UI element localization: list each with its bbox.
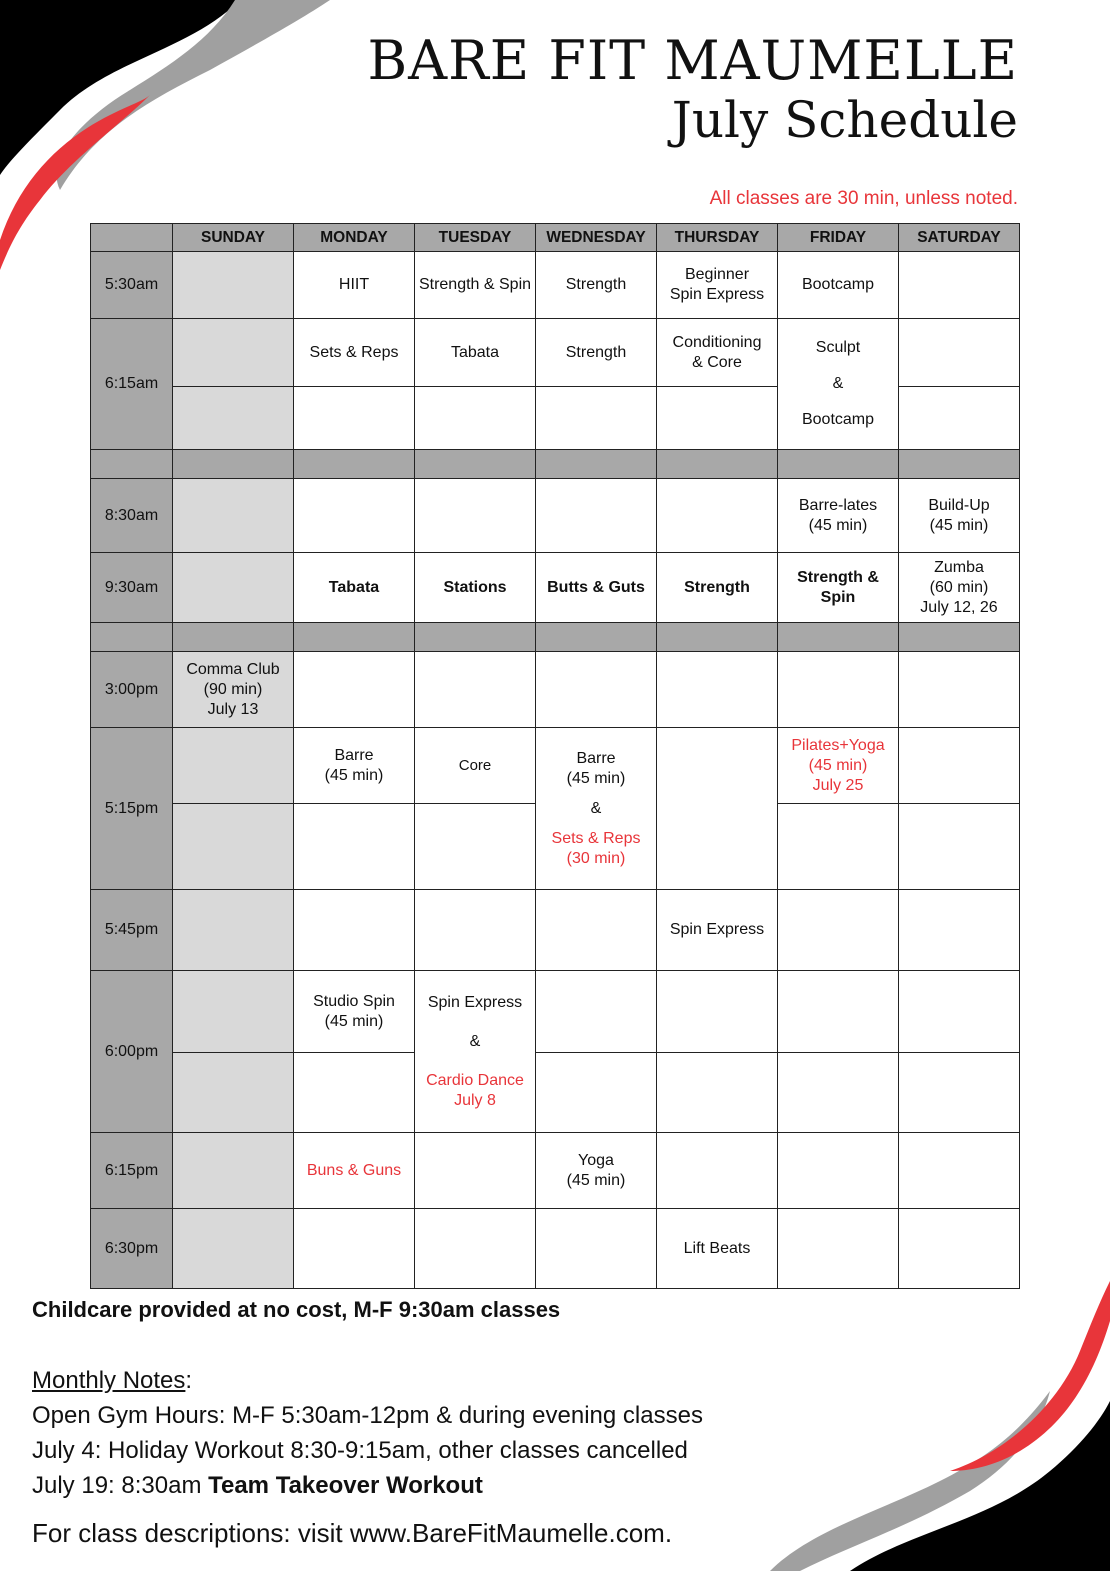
- separator-cell: [294, 623, 415, 652]
- page-title: BARE FIT MAUMELLE: [367, 29, 1018, 92]
- class-line: Pilates+Yoga: [791, 736, 885, 754]
- class-line: Barre: [334, 746, 374, 764]
- class-cell: [173, 728, 294, 804]
- day-header-monday: MONDAY: [294, 224, 415, 252]
- class-line: Comma Club: [186, 660, 280, 678]
- table-row: [91, 1209, 1020, 1289]
- separator-row: [91, 450, 1020, 479]
- class-line: (45 min): [808, 756, 868, 774]
- class-cell: [778, 890, 899, 971]
- class-cell: [536, 652, 657, 728]
- class-cell: [294, 804, 415, 890]
- monthly-note-2: July 4: Holiday Workout 8:30-9:15am, other classes cancelled: [32, 1437, 688, 1464]
- class-cell: [899, 479, 1020, 553]
- class-cell: [899, 728, 1020, 804]
- monthly-note-3-bold: Team Takeover Workout: [208, 1472, 483, 1499]
- class-cell: Tabata: [415, 319, 536, 387]
- time-cell: 6:15pm: [91, 1133, 173, 1209]
- class-cell: [415, 804, 536, 890]
- class-cell: [294, 1053, 415, 1133]
- day-header-thursday: THURSDAY: [657, 224, 778, 252]
- class-line: (45 min): [566, 1171, 626, 1189]
- class-cell: Lift Beats: [657, 1209, 778, 1289]
- class-cell: [415, 387, 536, 450]
- class-cell: [536, 387, 657, 450]
- class-cell: [294, 1209, 415, 1289]
- class-cell: [415, 971, 536, 1133]
- class-line: & Core: [692, 353, 742, 371]
- schedule-table: [90, 223, 1020, 1289]
- time-cell: 5:45pm: [91, 890, 173, 971]
- class-line: July 13: [207, 700, 259, 718]
- class-cell: [536, 1053, 657, 1133]
- table-row: [91, 479, 1020, 553]
- class-line: Barre: [576, 749, 616, 767]
- class-cell: [657, 971, 778, 1053]
- class-cell: [173, 319, 294, 387]
- class-cell: [899, 553, 1020, 623]
- class-cell: Sets & Reps: [294, 319, 415, 387]
- class-line: (30 min): [566, 849, 626, 867]
- separator-cell: [91, 623, 173, 652]
- class-cell: Core: [415, 728, 536, 804]
- decorative-swoosh-bottom-right: [770, 1281, 1110, 1571]
- class-cell: Bootcamp: [778, 252, 899, 319]
- class-cell: [173, 1053, 294, 1133]
- class-line: Cardio Dance: [426, 1071, 524, 1089]
- separator-cell: [899, 450, 1020, 479]
- class-cell: [294, 890, 415, 971]
- class-cell: [899, 252, 1020, 319]
- class-line: Bootcamp: [801, 411, 875, 428]
- class-cell: [899, 319, 1020, 387]
- separator-cell: [536, 450, 657, 479]
- class-cell: [536, 890, 657, 971]
- class-cell: [657, 1133, 778, 1209]
- class-line: Conditioning: [672, 333, 762, 351]
- duration-note: All classes are 30 min, unless noted.: [709, 188, 1018, 209]
- class-line: (45 min): [808, 516, 868, 534]
- class-cell: Strength: [536, 252, 657, 319]
- class-cell: [778, 652, 899, 728]
- class-cell: Strength: [536, 319, 657, 387]
- header: [367, 30, 1018, 148]
- table-row: [91, 652, 1020, 728]
- class-cell: [536, 1209, 657, 1289]
- table-row: [91, 890, 1020, 971]
- childcare-note: Childcare provided at no cost, M-F 9:30am classes: [32, 1297, 561, 1322]
- class-cell: Tabata: [294, 553, 415, 623]
- class-amp: &: [469, 1032, 481, 1050]
- class-cell: [778, 804, 899, 890]
- page-subtitle: July Schedule: [671, 91, 1018, 149]
- class-cell: [899, 652, 1020, 728]
- class-cell: [899, 804, 1020, 890]
- class-line: Strength &: [797, 568, 879, 586]
- separator-cell: [657, 623, 778, 652]
- monthly-note-3: [32, 1468, 703, 1503]
- class-cell: [173, 479, 294, 553]
- class-cell: [173, 971, 294, 1053]
- time-cell: 5:15pm: [91, 728, 173, 890]
- class-line: Beginner: [684, 266, 750, 283]
- monthly-note-3-text: July 19: 8:30am: [32, 1472, 209, 1499]
- class-cell: [778, 728, 899, 804]
- class-cell: [899, 1053, 1020, 1133]
- class-line: July 25: [812, 776, 864, 794]
- class-cell: [778, 1133, 899, 1209]
- monthly-notes-heading: [32, 1363, 703, 1398]
- class-cell: [294, 479, 415, 553]
- time-cell: 3:00pm: [91, 652, 173, 728]
- class-cell: [294, 652, 415, 728]
- class-line: (90 min): [203, 680, 263, 698]
- class-cell: Stations: [415, 553, 536, 623]
- class-line: (60 min): [929, 578, 989, 596]
- class-cell: [899, 971, 1020, 1053]
- day-header-tuesday: TUESDAY: [415, 224, 536, 252]
- class-cell: [899, 890, 1020, 971]
- separator-cell: [294, 450, 415, 479]
- class-cell: [536, 479, 657, 553]
- class-cell: [294, 971, 415, 1053]
- class-cell: [415, 652, 536, 728]
- class-cell: HIIT: [294, 252, 415, 319]
- table-row: [91, 319, 1020, 387]
- class-cell: Spin Express: [657, 890, 778, 971]
- class-cell: [657, 652, 778, 728]
- class-cell: [173, 387, 294, 450]
- separator-row: [91, 623, 1020, 652]
- time-cell: 8:30am: [91, 479, 173, 553]
- table-row: [91, 1133, 1020, 1209]
- class-cell: [173, 1133, 294, 1209]
- table-row: [91, 971, 1020, 1053]
- separator-cell: [415, 623, 536, 652]
- class-cell: [778, 971, 899, 1053]
- table-row: [91, 728, 1020, 804]
- class-line: Spin: [820, 588, 856, 606]
- class-cell: [415, 479, 536, 553]
- class-cell: [657, 1053, 778, 1133]
- time-cell: 6:00pm: [91, 971, 173, 1133]
- separator-cell: [173, 450, 294, 479]
- table-row: [91, 553, 1020, 623]
- table-row: [91, 1053, 1020, 1133]
- class-cell: [415, 1209, 536, 1289]
- class-cell: [173, 1209, 294, 1289]
- monthly-notes: [32, 1363, 703, 1503]
- class-cell: [657, 387, 778, 450]
- class-cell: [536, 971, 657, 1053]
- class-cell: [173, 252, 294, 319]
- class-line: (45 min): [324, 766, 384, 784]
- class-cell: [173, 652, 294, 728]
- class-cell: [657, 252, 778, 319]
- class-cell: [778, 553, 899, 623]
- class-line: Sets & Reps: [551, 829, 641, 847]
- class-cell: [173, 804, 294, 890]
- separator-cell: [899, 623, 1020, 652]
- class-cell: [657, 728, 778, 890]
- class-line: Spin Express: [427, 993, 523, 1011]
- day-header-sunday: SUNDAY: [173, 224, 294, 252]
- class-line: Spin Express: [669, 286, 765, 303]
- time-cell: 5:30am: [91, 252, 173, 319]
- day-header-saturday: SATURDAY: [899, 224, 1020, 252]
- class-cell: [778, 479, 899, 553]
- class-line: Sculpt: [815, 339, 861, 356]
- class-cell: [173, 890, 294, 971]
- header-row: [91, 224, 1020, 252]
- class-cell: [899, 387, 1020, 450]
- monthly-note-1: Open Gym Hours: M-F 5:30am-12pm & during evening classes: [32, 1402, 703, 1429]
- separator-cell: [91, 450, 173, 479]
- monthly-notes-label: Monthly Notes: [32, 1367, 186, 1394]
- class-line: July 12, 26: [920, 598, 998, 616]
- class-line: Yoga: [578, 1151, 614, 1169]
- table-row: [91, 252, 1020, 319]
- class-line: Zumba: [934, 558, 984, 576]
- class-cell: [173, 553, 294, 623]
- time-cell: 6:30pm: [91, 1209, 173, 1289]
- time-cell: 6:15am: [91, 319, 173, 450]
- class-cell: Buns & Guns: [294, 1133, 415, 1209]
- class-cell: [415, 1133, 536, 1209]
- separator-cell: [778, 450, 899, 479]
- class-cell: Strength & Spin: [415, 252, 536, 319]
- class-cell: Strength: [657, 553, 778, 623]
- day-header-friday: FRIDAY: [778, 224, 899, 252]
- class-cell: Butts & Guts: [536, 553, 657, 623]
- separator-cell: [173, 623, 294, 652]
- class-cell: [778, 1053, 899, 1133]
- class-cell: [657, 319, 778, 387]
- class-line: Studio Spin: [313, 992, 395, 1010]
- class-line: Barre-lates: [798, 496, 878, 514]
- corner-cell: [91, 224, 173, 252]
- time-cell: 9:30am: [91, 553, 173, 623]
- class-cell: [294, 387, 415, 450]
- class-cell: [899, 1133, 1020, 1209]
- separator-cell: [657, 450, 778, 479]
- class-line: Build-Up: [928, 496, 990, 514]
- separator-cell: [778, 623, 899, 652]
- class-cell: [899, 1209, 1020, 1289]
- separator-cell: [536, 623, 657, 652]
- class-line: July 8: [454, 1091, 496, 1109]
- class-cell: [415, 890, 536, 971]
- class-cell: [536, 728, 657, 890]
- class-line: (45 min): [324, 1012, 384, 1030]
- class-line: (45 min): [929, 516, 989, 534]
- class-cell: [778, 319, 899, 450]
- class-cell: [536, 1133, 657, 1209]
- day-header-wednesday: WEDNESDAY: [536, 224, 657, 252]
- class-cell: [778, 1209, 899, 1289]
- class-amp: &: [832, 375, 844, 392]
- class-descriptions-note: For class descriptions: visit www.BareFitMaumelle.com.: [32, 1518, 673, 1548]
- class-cell: [657, 479, 778, 553]
- class-amp: &: [590, 799, 602, 817]
- separator-cell: [415, 450, 536, 479]
- class-line: (45 min): [566, 769, 626, 787]
- class-cell: [294, 728, 415, 804]
- monthly-notes-colon: :: [185, 1367, 193, 1394]
